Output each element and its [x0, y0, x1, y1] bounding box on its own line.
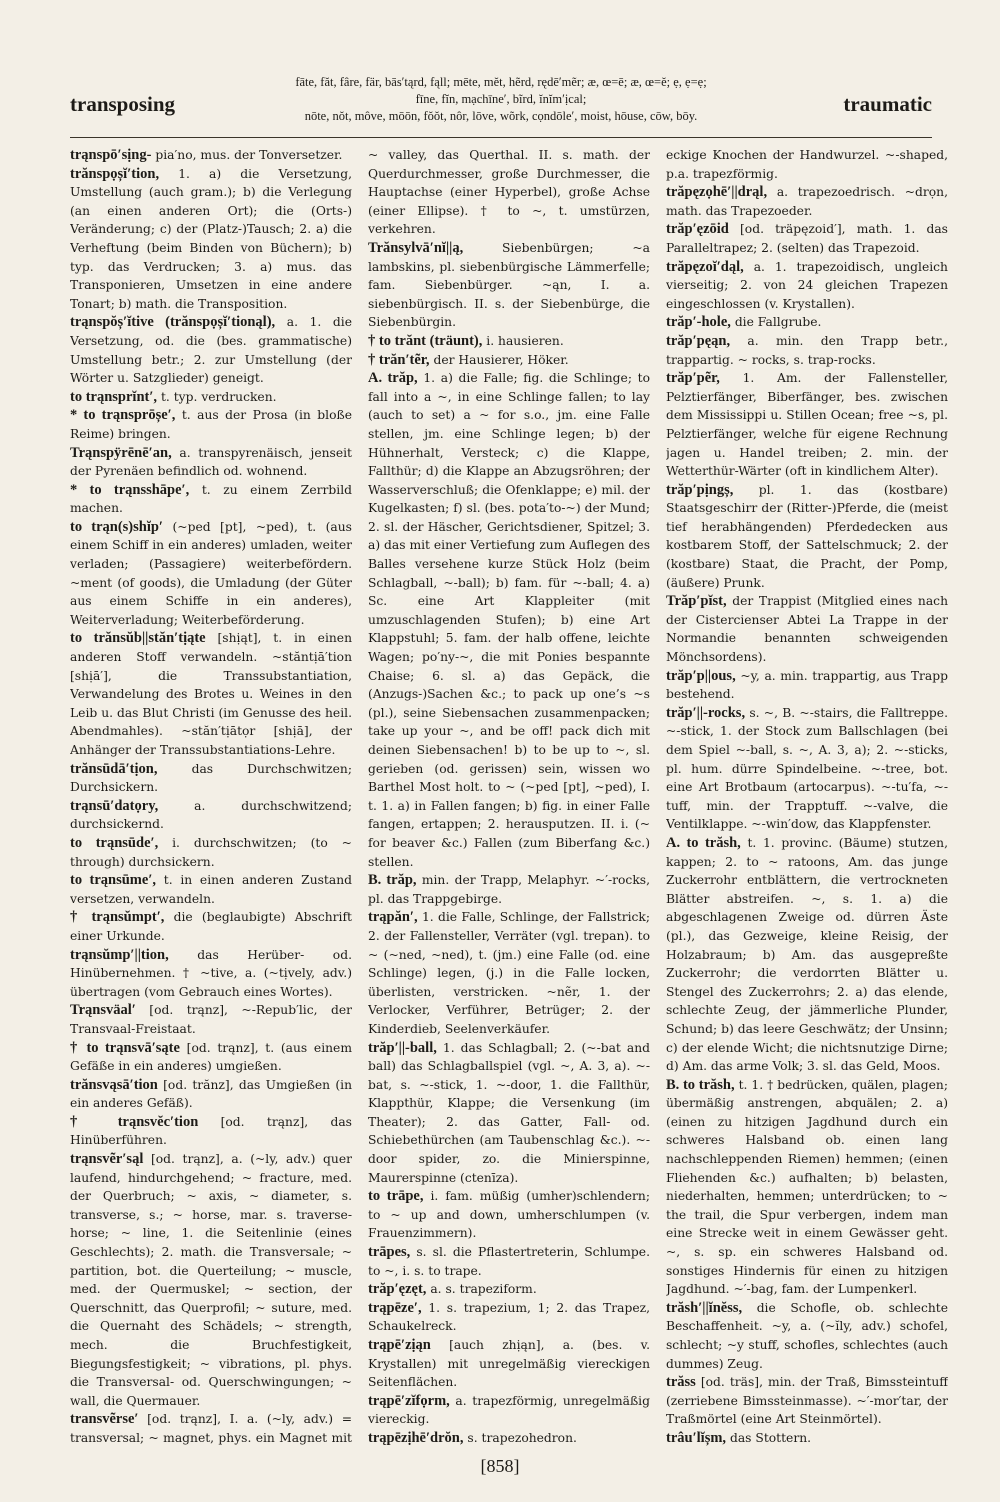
entry-definition: i. hausieren.	[486, 333, 564, 348]
entry-headword: to trāpe,	[368, 1188, 424, 1205]
entry-definition: das Herüber- od. Hinübernehmen. † ~tive, a. (~tịvely, adv.) übertragen (vom Gebrauch eines Wortes).	[70, 947, 352, 999]
dictionary-entry	[70, 518, 352, 630]
entry-definition: a. 1. trapezoidisch, ungleich vierseitig; 2. von 24 gleichen Trapezen eingeschlossen (v. Krystallen).	[666, 259, 948, 311]
entry-definition: t. typ. verdrucken.	[160, 389, 277, 404]
dictionary-entry	[368, 1336, 650, 1392]
entry-definition: die Fallgrube.	[734, 315, 822, 330]
entry-definition: a. s. trapeziform.	[430, 1282, 537, 1297]
entry-headword: to trănsŭb||stăn′tịąte	[70, 630, 206, 647]
entry-definition: die (beglaubigte) Abschrift einer Urkunde.	[70, 910, 352, 943]
dictionary-entry	[666, 313, 948, 332]
entry-headword: A. trăp,	[368, 370, 418, 387]
entry-definition: 1. das Schlagball; 2. (~-bat and ball) das Schlagballspiel (vgl. ~, A. 3, a). ~-bat, s. ~-stick, 1. ~-door, 1. die Fallthür, Klappthür, Klappe; die Versenkung (im Theater); 2. das Gatter, Fall- od. Schiebethürchen (am Taubenschlag &c.). ~-door spider, zo. die Minierspinne, Maurerspinne (ctenīza).	[368, 1040, 650, 1185]
pronunciation-key-line: nōte, nŏt, môve, mōōn, fŏŏt, nôr, lōve, wõrk, cọndōle′, moist, hōuse, cōw, bōy.	[304, 109, 698, 123]
column-right	[666, 146, 948, 1446]
dictionary-entry	[666, 1373, 948, 1429]
entry-headword: to trąnsūme′,	[70, 872, 157, 889]
guide-word-right: traumatic	[843, 92, 932, 116]
dictionary-entry	[666, 146, 948, 183]
entry-definition: t. 1. provinc. (Bäume) stutzen, kappen; 2. to ~ ratoons, Am. das junge Zuckerrohr entblättern, die vertrockneten Blätter abstreifen. ~, s. 1. a) die abgeschlagenen Zweige od. dürren Äste (pl.), das Gezweige, kleine Reisig, der Holzabraum; b) Am. das ausgepreßte Zuckerrohr; die verdorrten Blätter u. Stengel des Zuckerrohrs; 2. a) das elende, schlechte Zeug, der jämmerliche Plunder, Schund; b) das leere Geschwätz; der Unsinn; c) der elende Wicht; die nichtsnutzige Dirne; d) Am. das arme Volk; 3. sl. das Geld, Moos.	[666, 835, 948, 1074]
guide-word-left: transposing	[70, 92, 176, 116]
entry-definition: a. trapezoedrisch. ~drọn, math. das Trapezoeder.	[666, 185, 948, 218]
dictionary-entry	[666, 369, 948, 481]
entry-headword: trăss	[666, 1374, 696, 1391]
dictionary-entry	[666, 704, 948, 834]
entry-headword: trąpēzịhē′drŏn,	[368, 1429, 464, 1446]
entry-definition: a. transpyrenäisch, jenseit der Pyrenäen befindlich od. wohnend.	[70, 445, 352, 479]
dictionary-entry	[368, 1243, 650, 1280]
entry-columns	[70, 146, 948, 1446]
dictionary-entry	[70, 834, 352, 871]
dictionary-entry	[368, 351, 650, 370]
entry-headword: to trąnsūde′,	[70, 834, 159, 851]
dictionary-entry	[70, 313, 352, 387]
pronunciation-key-line: fīne, fĭn, mạchīne′, bĩrd, ĭnĭm′ịcal;	[415, 92, 587, 106]
dictionary-entry	[368, 239, 650, 332]
entry-headword: trăp′pịngș,	[666, 481, 734, 498]
entry-headword: trąnspŏș′ĭtive (trănspọșĭ′tionąl),	[70, 314, 276, 331]
dictionary-entry	[70, 388, 352, 407]
dictionary-entry	[666, 481, 948, 593]
dictionary-entry	[666, 183, 948, 220]
entry-definition: [od. trąnz], I. a. (~ly, adv.) = transversal; ~ magnet, phys. ein Magnet mit	[70, 1412, 352, 1445]
entry-definition: das Durchschwitzen; Durchsickern.	[70, 761, 352, 795]
dictionary-entry	[70, 1150, 352, 1410]
entry-headword: † to trąnsvā′sąte	[70, 1039, 180, 1056]
entry-headword: trâu′lĭșm,	[666, 1429, 727, 1446]
dictionary-entry	[70, 444, 352, 481]
dictionary-entry	[666, 258, 948, 314]
dictionary-entry	[368, 1039, 650, 1188]
entry-definition: das Stottern.	[729, 1430, 812, 1445]
pronunciation-key-line: fāte, făt, fâre, fär, bās′tąrd, fąll; mēte, mĕt, hẽrd, rędē′mẽr; æ, œ=ē; æ, œ=ĕ; ẹ, ẹ=ẹ;	[295, 75, 707, 89]
dictionary-entry	[70, 908, 352, 945]
entry-headword: † trąnsŭmpt′,	[70, 909, 165, 926]
entry-headword: trăp′-hole,	[666, 314, 731, 331]
dictionary-entry	[70, 1076, 352, 1113]
dictionary-entry	[70, 1410, 352, 1446]
entry-headword: trăp′ęzōid	[666, 221, 729, 238]
entry-headword: trąpēze′,	[368, 1299, 422, 1316]
entry-definition: die Schofle, ob. schlechte Beschaffenheit. ~y, a. (~ĭly, adv.) schofel, schlecht; ~y stuff, schofles, schlechtes (auch dummes) Zeug.	[666, 1300, 948, 1371]
dictionary-entry	[70, 1039, 352, 1076]
entry-definition: [od. träpęzoid′], math. 1. das Paralleltrapez; 2. (selten) das Trapezoid.	[666, 222, 948, 255]
pronunciation-key	[230, 74, 772, 125]
entry-headword: to trąn(s)shĭp′	[70, 518, 164, 535]
dictionary-entry	[70, 1113, 352, 1150]
entry-definition: [auch zhịąn], a. (bes. v. Krystallen) mit unregelmäßig viereckigen Seitenflächen.	[368, 1338, 650, 1390]
entry-headword: trăpęzọhē′||drąl,	[666, 184, 768, 201]
entry-headword: trăp′||-rocks,	[666, 704, 746, 721]
entry-definition: i. fam. müßig (umher)schlendern; to ~ up and down, umherschlumpen (v. Frauenzimmern).	[368, 1189, 650, 1241]
entry-definition: t. in einen anderen Zustand versetzen, verwandeln.	[70, 873, 352, 906]
entry-definition: min. der Trapp, Melaphyr. ~′-rocks, pl. das Trappgebirge.	[368, 873, 650, 906]
entry-definition: pl. 1. das (kostbare) Staatsgeschirr der (Ritter-)Pferde, die (meist tief herabhängenden) Pferdedecken aus kostbarem Stoff, der Sattelschmuck; 2. der (kostbare) Staat, die Pracht, der Pomp, (äußere) Prunk.	[666, 482, 948, 590]
dictionary-entry	[70, 946, 352, 1002]
entry-definition: ~y, a. min. trappartig, aus Trapp bestehend.	[666, 668, 948, 702]
dictionary-entry	[368, 332, 650, 351]
entry-definition: Siebenbürgen; ~a lambskins, pl. siebenbürgische Lämmerfelle; fam. Siebenbürger. ~ąn, I. a. siebenbürgisch. II. s. der Siebenbürge, die Siebenbürgin.	[368, 240, 650, 330]
dictionary-entry	[368, 1392, 650, 1429]
entry-headword: B. to trăsh,	[666, 1076, 735, 1093]
dictionary-entry	[666, 332, 948, 369]
entry-definition: 1. a) die Versetzung, Umstellung (auch gram.); b) die Verlegung (an einen anderen Ort); die (Orts-) Veränderung; c) der (Platz-)Tausch; 2. a) die Verheftung (beim Binden von Büchern); b) typ. das Verdrucken; 3. a) mus. das Transponieren, Umsetzen in eine andere Tonart; b) math. die Transposition.	[70, 166, 352, 311]
entry-headword: trąpē′zịąn	[368, 1337, 431, 1353]
entry-definition: der Trappist (Mitglied eines nach der Cistercienser Abtei La Trappe in der Normandie benannten schweigenden Mönchsordens).	[666, 594, 948, 665]
entry-headword: † to trănt (träunt),	[368, 332, 483, 349]
dictionary-entry	[666, 1429, 948, 1446]
entry-headword: trąpē′zĭfọrm,	[368, 1392, 450, 1409]
dictionary-entry	[368, 1299, 650, 1336]
entry-headword: † trąnsvĕc′tion	[70, 1113, 199, 1130]
entry-headword: to trąnsprĭnt′,	[70, 388, 158, 405]
dictionary-entry	[368, 1429, 650, 1446]
entry-headword: trąnspō′sịng-	[70, 147, 152, 163]
entry-definition: der Hausierer, Höker.	[433, 352, 569, 367]
entry-headword: trăp′pęąn,	[666, 332, 731, 349]
dictionary-entry	[70, 871, 352, 908]
entry-definition: s. sl. die Pflastertreterin, Schlumpe. to ~, i. s. to trape.	[368, 1245, 650, 1278]
entry-headword: trănsūdā′tịon,	[70, 760, 158, 777]
dictionary-entry	[70, 760, 352, 797]
entry-headword: trąpăn′,	[368, 909, 418, 926]
dictionary-entry	[70, 481, 352, 518]
entry-definition: s. ~, B. ~-stairs, die Falltreppe. ~-stick, 1. der Stock zum Ballschlagen (bei dem Spiel ~-ball, s. ~, A. 3, a); 2. ~-sticks, pl. hum. dürre Spindelbeine. ~-tree, bot. eine Art Brotbaum (artocarpus). ~-tu′fa, ~-tuff, min. der Trapptuff. ~-valve, die Ventilklappe. ~-win′dow, das Klappfenster.	[666, 705, 948, 832]
entry-definition: t. zu einem Zerrbild machen.	[70, 482, 352, 516]
entry-headword: Trąnspÿrēnē′an,	[70, 444, 172, 461]
entry-definition: [od. trąnz], ~-Repub′lic, der Transvaal-Freistaat.	[70, 1003, 352, 1036]
entry-definition: t. aus der Prosa (in bloße Reime) bringen.	[70, 408, 352, 441]
entry-definition: i. durchschwitzen; (to ~ through) durchsickern.	[70, 835, 352, 869]
entry-headword: trăp′pẽr,	[666, 370, 720, 387]
dictionary-entry	[70, 146, 352, 165]
entry-headword: trăpęzoĭ′dąl,	[666, 258, 744, 275]
dictionary-entry	[70, 1001, 352, 1038]
entry-definition: 1. s. trapezium, 1; 2. das Trapez, Schaukelreck.	[368, 1300, 650, 1334]
entry-headword: Trăp′pĭst,	[666, 593, 727, 610]
entry-definition: [od. trąnz], t. (aus einem Gefäße in ein anderes) umgießen.	[70, 1040, 352, 1074]
entry-definition: a. durchschwitzend; durchsickernd.	[70, 798, 352, 832]
entry-definition: [od. trănz], das Umgießen (in ein anderes Gefäß).	[70, 1077, 352, 1111]
entry-definition: 1. a) die Falle; fig. die Schlinge; to fall into a ~, in eine Schlinge fallen; to lay (auch to set) a ~ for s.o., jm. eine Falle stellen, jm. eine Schlinge legen; b) der Hühnerhalt, Versteck; c) die Klappe, Fallthür; d) die Klappe an Abzugsröhren; der Wasserverschluß; die Ofenklappe; e) mil. der Kugelkasten; f) sl. (bes. pota′to-~) der Mund; 2. sl. der Häscher, Gerichtsdiener, Spitzel; 3. a) das mit einer Vertiefung zum Auflegen des Balles versehene kurze Stück Holz (beim Schlagball, ~-ball); b) fam. für ~-ball; 4. a) Sc. eine Art Klappleiter (mit umzuschlagenden Stufen); b) eine Art Klappstuhl; 5. fam. der halb offene, leichte Wagen; po′ny-~, die mit Ponies bespannte Chaise; 6. sl. a) das Gepäck, die (Anzugs-)Sachen &c.; to pack up one’s ~s (pl.), seine Siebensachen zusammenpacken; take up your ~, and be off! pack dich mit deinen Siebensachen! b) to be up to ~, sl. gerieben (od. gerissen) sein, wissen wo Barthel Most holt. to ~ (~ped [pt], ~ped), I. t. 1. a) in Fallen fangen; b) fig. in einer Falle fangen, ertappen; 2. herausputzen. II. i. (~ for beaver &c.) Fallen (zum Biberfang &c.) stellen.	[368, 371, 650, 869]
entry-headword: trāpes,	[368, 1244, 411, 1261]
entry-definition: (~ped [pt], ~ped), t. (aus einem Schiff in ein anderes) umladen, weiter verladen; (Passagiere) weiterbefördern. ~ment (of goods), die Umladung (der Güter aus einem Schiffe in ein anderes), Weiterverladung; Weiterbeförderung.	[70, 519, 352, 627]
entry-headword: trąnsū′datọry,	[70, 797, 159, 814]
entry-definition: [od. trąnz], a. (~ly, adv.) quer laufend, hindurchgehend; ~ fracture, med. der Querbruch; ~ axis, ~ diameter, s. transverse, s.; ~ horse, mar. s. traverse-horse; ~ line, 1. die Seitenlinie (eines Geschlechts); 2. math. die Transversale; ~ partition, bot. die Querteilung; ~ muscle, med. der Quermuskel; ~ section, der Querschnitt, das Querprofil; ~ suture, med. die Quernaht des Schädels; ~ strength, mech. die Bruchfestigkeit, Biegungsfestigkeit; ~ vibrations, pl. phys. die Transversal- od. Querschwingungen; ~ wall, die Quermauer.	[70, 1152, 352, 1408]
dictionary-entry	[666, 1299, 948, 1373]
entry-definition: pia′no, mus. der Tonversetzer.	[155, 148, 343, 162]
entry-definition: a. min. den Trapp betr., trappartig. ~ rocks, s. trap-rocks.	[666, 333, 948, 367]
column-middle	[368, 146, 650, 1446]
dictionary-entry	[368, 1280, 650, 1299]
entry-headword: Trąnsväal′	[70, 1002, 136, 1019]
entry-headword: trăsh′||ĭnĕss,	[666, 1299, 743, 1316]
entry-definition: s. trapezohedron.	[467, 1430, 577, 1445]
entry-definition: 1. die Falle, Schlinge, der Fallstrick; 2. der Fallensteller, Verräter (vgl. trepan). to ~ (~ned, ~ned), t. (jm.) eine Falle (od. eine Schlinge) legen, (j.) in die Falle locken, überlisten, verstricken. ~nẽr, 1. der Verlocker, Verführer, Betrüger; 2. der Kinderdieb, Seelenverkäufer.	[368, 910, 650, 1036]
dictionary-entry	[70, 165, 352, 314]
header-rule	[70, 137, 932, 138]
entry-headword: A. to trăsh,	[666, 834, 741, 851]
entry-headword: * to trąnsshāpe′,	[70, 481, 190, 498]
dictionary-entry	[666, 667, 948, 704]
dictionary-entry	[70, 406, 352, 443]
entry-definition: [od. trąnz], das Hinüberführen.	[70, 1114, 352, 1148]
page-header	[70, 74, 932, 130]
page-number: [858]	[480, 1456, 520, 1476]
entry-headword: trăp′||-ball,	[368, 1039, 437, 1056]
entry-headword: * to trąnsprōșe′,	[70, 407, 176, 424]
dictionary-entry	[666, 592, 948, 666]
dictionary-entry	[368, 1187, 650, 1243]
dictionary-entry	[368, 908, 650, 1038]
dictionary-entry	[70, 629, 352, 759]
entry-definition: eckige Knochen der Handwurzel. ~-shaped, p.a. trapezförmig.	[666, 148, 948, 181]
entry-headword: trăp′ęzęt,	[368, 1281, 427, 1298]
dictionary-entry	[368, 871, 650, 908]
entry-definition: [shịąt], t. in einen anderen Stoff verwandeln. ~stăntịā′tion [shịā′], die Transsubstantiation, Verwandelung des Brotes u. Weines in den Leib u. das Blut Christi (im Genusse des heil. Abendmahles). ~stăn′tịātọr [shịā], der Anhänger der Transsubstantiations-Lehre.	[70, 631, 352, 757]
entry-definition: a. 1. die Versetzung, od. die (bes. grammatische) Umstellung betr.; 2. zur Umstellung (der Wörter u. Satzglieder) geneigt.	[70, 315, 352, 386]
entry-headword: trąnsŭmp′||tion,	[70, 946, 169, 963]
entry-definition: a. trapezförmig, unregelmäßig viereckig.	[368, 1393, 650, 1427]
dictionary-entry	[70, 797, 352, 834]
entry-headword: transvẽrse′	[70, 1411, 139, 1428]
entry-definition: ~ valley, das Querthal. II. s. math. der Querdurchmesser, große Durchmesser, die Hauptachse (einer Hyperbel), große Achse (einer Ellipse). † to ~, t. umstürzen, verkehren.	[368, 148, 650, 237]
dictionary-entry	[666, 1076, 948, 1299]
entry-headword: † trăn′tẽr,	[368, 351, 430, 368]
entry-definition: [od. träs], min. der Traß, Bimssteintuff (zerriebene Bimssteinmasse). ~′-mor′tar, der Traßmörtel (eine Art Steinmörtel).	[666, 1375, 948, 1427]
column-left	[70, 146, 352, 1446]
entry-headword: B. trăp,	[368, 872, 417, 889]
entry-definition: 1. Am. der Fallensteller, Pelztierfänger, Biberfänger, bes. zwischen dem Mississippi u. Stillen Ocean; free ~s, pl. Pelztierfänger, welche für eigene Rechnung jagen u. Handel treiben; 2. min. der Wetterthür-Wärter (oft in kindlichem Alter).	[666, 371, 948, 479]
dictionary-entry	[666, 834, 948, 1076]
entry-headword: trąnsvẽr′sąl	[70, 1151, 144, 1168]
entry-headword: Trănsylvā′nĭ||ą,	[368, 239, 464, 256]
entry-headword: trănsvąsā′tion	[70, 1076, 158, 1093]
dictionary-entry	[666, 220, 948, 257]
dictionary-entry	[368, 369, 650, 871]
entry-definition: t. 1. † bedrücken, quälen, plagen; übermäßig anstrengen, abquälen; 2. a) (einen zu hitzigen Jagdhund durch ein schweres Halsband ob. einen lang nachschleppenden Riemen) hemmen; (einen Fliehenden &c.) aufhalten; b) belasten, niederhalten, hemmen; unterdrücken; to ~ the trail, die Spur verbergen, indem man eine Strecke weit in einem Gewässer geht. ~, s. sp. ein schweres Halsband od. sonstiges Hindernis für einen zu hitzigen Jagdhund. ~′-bag, fam. der Lumpenkerl.	[666, 1077, 948, 1297]
entry-headword: trăp′p||ous,	[666, 667, 736, 684]
dictionary-entry	[368, 146, 650, 239]
entry-headword: trănspọșĭ′tion,	[70, 165, 160, 182]
